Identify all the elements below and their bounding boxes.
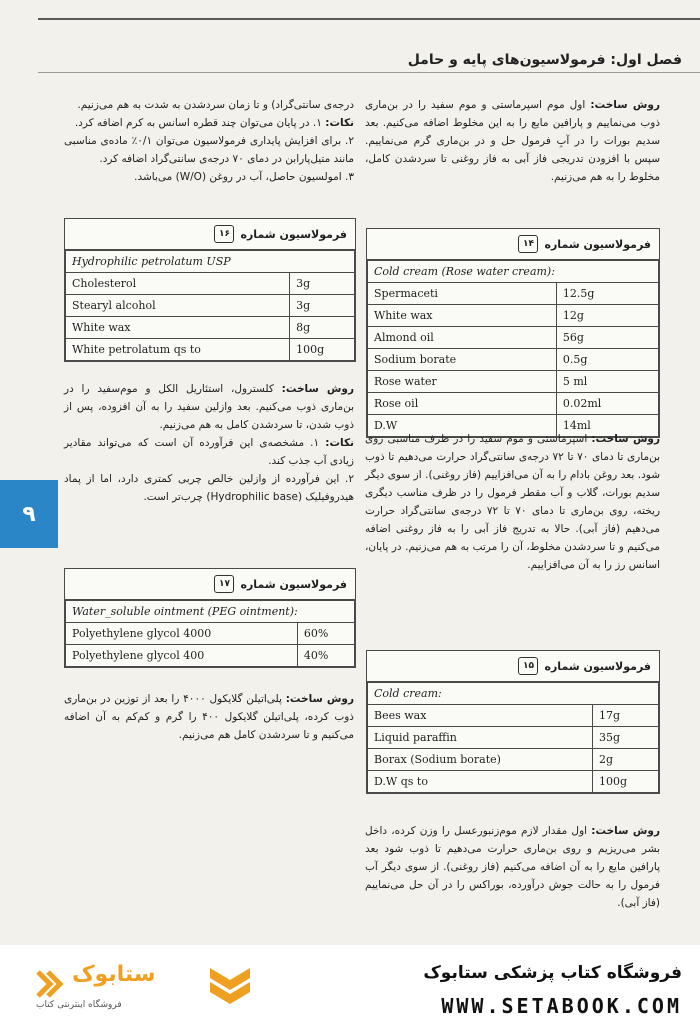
mortar-icon: ۱۷ bbox=[214, 575, 234, 593]
table-row: D.W 14ml bbox=[368, 415, 659, 437]
mortar-icon: ۱۴ bbox=[518, 235, 538, 253]
table-row: Spermaceti 12.5g bbox=[368, 283, 659, 305]
table-row: Almond oil 56g bbox=[368, 327, 659, 349]
table-row: White wax 8g bbox=[66, 317, 355, 339]
mortar-icon: ۱۶ bbox=[214, 225, 234, 243]
formula-title: فرمولاسیون شماره bbox=[544, 237, 651, 251]
table-row: Cholesterol 3g bbox=[66, 273, 355, 295]
table-row: Liquid paraffin 35g bbox=[368, 727, 659, 749]
method-body: اول موم اسپرماستی و موم سفید را در بن‌ماری ذوب می‌نماییم و پارافین مایع را به این مخلوط اضافه می‌کنیم. بعد سدیم بورات را در آبِ فرمول حل و در بن‌ماری گرم می‌نماییم. سپس با افزودن تدریجی فاز آبی به فاز روغنی تا سردشدن کامل، مخلوط را به هم می‌زنیم. bbox=[365, 99, 660, 183]
method-text-2: روش ساخت: اسپرماستی و موم سفید را در ظرف مناسبی روی بن‌ماری تا دمای ۷۰ تا ۷۲ درجه‌ی سانتی‌گراد حرارت می‌دهیم تا ذوب شود. بعد روغن بادام را به آن می‌افزاییم (فاز روغنی). از سوی دیگر سدیم بورات، گلاب و آب مقطر فرمول را در ظرف مناسب دیگری ریخته، روی بن‌ماری تا دمای ۷۰ تا ۷۲ درجه‌ی سانتی‌گراد حرارت می‌دهیم (فاز آبی). حالا به تدریج فاز آبی را به فاز روغنی اضافه می‌کنیم و تا سردشدن مخلوط، آن را مرتب به هم می‌زنیم. در پایان، اسانس رز را به آن می‌افزاییم. bbox=[365, 433, 661, 571]
method-label: روش ساخت: bbox=[590, 99, 660, 111]
table-row: D.W qs to 100g bbox=[368, 771, 659, 793]
method-text-5: روش ساخت: پلی‌اتیلن گلایکول ۴۰۰۰ را بعد از توزین در بن‌ماری ذوب کرده، پلی‌اتیلن گلایکول ۴۰۰ را گرم و کم‌کم به آن اضافه می‌کنیم و تا سردشدن کامل هم می‌زنیم. bbox=[64, 693, 354, 741]
store-name: فروشگاه کتاب پزشکی ستابوک bbox=[423, 963, 682, 983]
formula-table-15 bbox=[366, 650, 660, 794]
formula-header: فرمولاسیون شماره ۱۶ bbox=[65, 219, 355, 250]
formula-subtitle: Water_soluble ointment (PEG ointment): bbox=[66, 601, 355, 623]
logo-text: ستابوک bbox=[72, 962, 156, 987]
table-row: Bees wax 17g bbox=[368, 705, 659, 727]
mortar-icon: ۱۵ bbox=[518, 657, 538, 675]
method-text-1 bbox=[365, 96, 660, 186]
table-row: Rose oil 0.02ml bbox=[368, 393, 659, 415]
notes-block-1: درجه‌ی سانتی‌گراد) و تا زمان سردشدن به شدت به هم می‌زنیم. نکات: ۱. در پایان می‌توان چند قطره اسانس به کرم اضافه کرد. ۲. برای افزایش پایداری فرمولاسیون می‌توان ۰/۱٪ ماده‌ی مناسبی مانند متیل‌پارابن در دمای ۷۰ درجه‌ی سانتی‌گراد اضافه کرد. ۳. امولسیون حاصل، آب در روغن (W/O) می‌باشد. bbox=[64, 99, 354, 183]
formula-header bbox=[367, 229, 659, 260]
table-row: White wax 12g bbox=[368, 305, 659, 327]
logo-subtext: فروشگاه اینترنتی کتاب bbox=[36, 1000, 122, 1010]
formula-subtitle: Cold cream: bbox=[368, 683, 659, 705]
store-url-link[interactable]: WWW.SETABOOK.COM bbox=[441, 994, 682, 1018]
method-text-4: روش ساخت: کلسترول، استئاریل الکل و موم‌سفید را در بن‌ماری ذوب می‌کنیم. بعد وازلین سفید را به آن افزوده، پس از ذوب شدن، تا سردشدن کامل به هم می‌زنیم. نکات: ۱. مشخصه‌ی این فرآورده آن است که می‌تواند مقادیر زیادی آب جذب کند. ۲. این فرآورده از وازلین خالص چربی کمتری دارد، اما از پماد هیدروفیلیک (Hydrophilic base) چرب‌تر است. bbox=[64, 383, 354, 503]
table-row: White petrolatum qs to 100g bbox=[66, 339, 355, 361]
method-text-3: روش ساخت: اول مقدار لازم موم‌زنبورعسل را وزن کرده، داخل بشر می‌ریزیم و روی بن‌ماری حرارت می‌دهیم تا ذوب شود بعد پارافین مایع را به آن اضافه می‌کنیم (فاز روغنی). از سوی دیگر آب فرمول را به حالت جوش درآورده، بوراکس را در آن حل می‌نماییم (فاز آبی). bbox=[365, 825, 660, 909]
table-row: Borax (Sodium borate) 2g bbox=[368, 749, 659, 771]
formula-subtitle: Cold cream (Rose water cream): bbox=[368, 261, 659, 283]
table-row: Stearyl alcohol 3g bbox=[66, 295, 355, 317]
formula-table-16 bbox=[64, 218, 356, 362]
page-number-tab: ۹ bbox=[0, 480, 58, 548]
formula-header: فرمولاسیون شماره ۱۵ bbox=[367, 651, 659, 682]
header-rule bbox=[38, 18, 700, 20]
table-row: Sodium borate 0.5g bbox=[368, 349, 659, 371]
formula-table-17 bbox=[64, 568, 356, 668]
table-row: Rose water 5 ml bbox=[368, 371, 659, 393]
formula-subtitle: Hydrophilic petrolatum USP bbox=[66, 251, 355, 273]
formula-header: فرمولاسیون شماره ۱۷ bbox=[65, 569, 355, 600]
formula-table-14 bbox=[366, 228, 660, 438]
table-row: Polyethylene glycol 4000 60% bbox=[66, 623, 355, 645]
chapter-title: فصل اول: فرمولاسیون‌های پایه و حامل bbox=[407, 52, 682, 68]
table-row: Polyethylene glycol 400 40% bbox=[66, 645, 355, 667]
header-rule-bottom bbox=[38, 72, 700, 73]
